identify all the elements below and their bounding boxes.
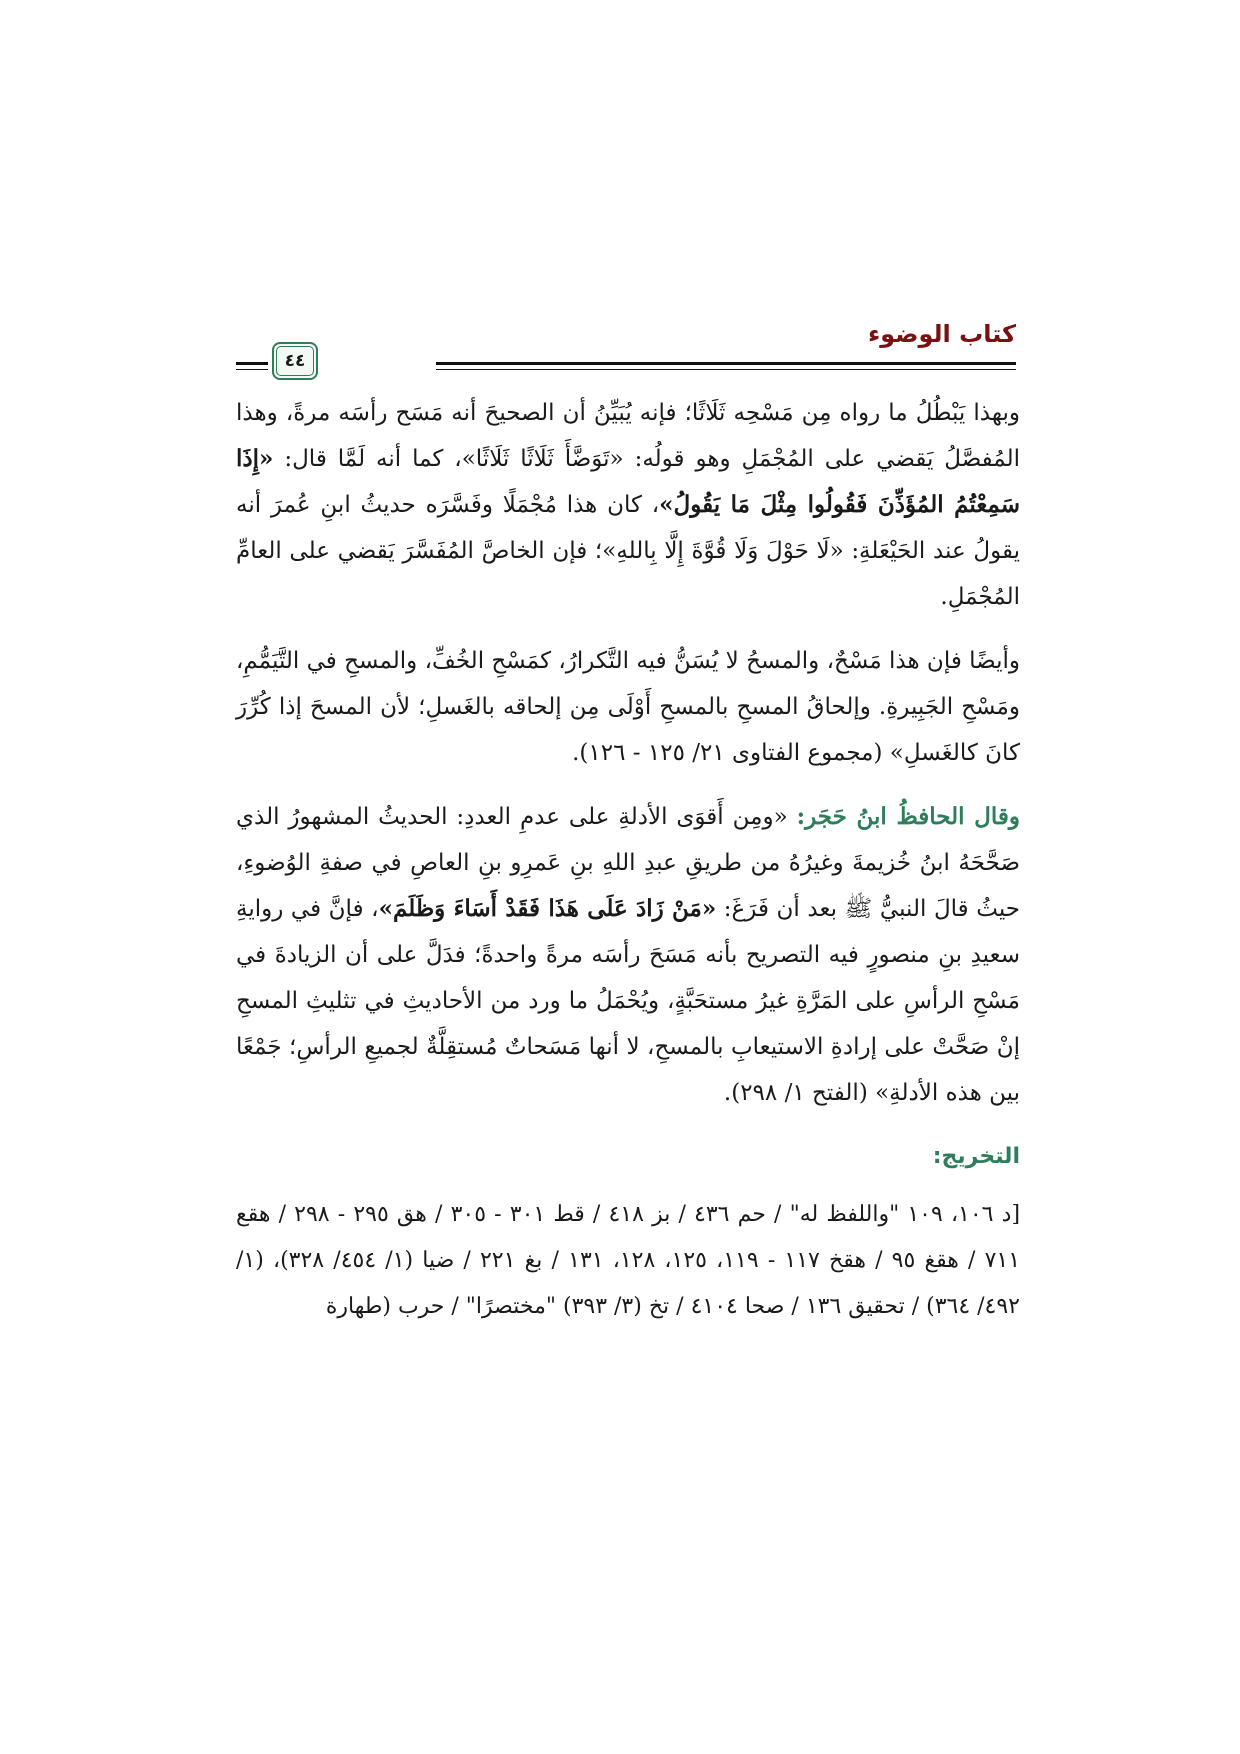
page-body xyxy=(236,390,1020,1348)
hadith-quote-2: «مَنْ زَادَ عَلَى هَذَا فَقَدْ أَسَاءَ وَظَلَمَ» xyxy=(378,895,717,922)
header-rule-thin xyxy=(436,369,1016,370)
header-rule-left xyxy=(236,362,268,365)
header-rule xyxy=(436,362,1016,365)
paragraph-1-text-b: ، كان هذا مُجْمَلًا وفَسَّرَه حديثُ ابنِ عُمرَ أنه يقولُ عند الحَيْعَلةِ: «لَا حَوْلَ وَلَا قُوَّةَ إِلَّا بِاللهِ»؛ فإن الخاصَّ المُفَسَّرَ يَقضي على العامِّ المُجْمَلِ. xyxy=(236,492,1020,610)
page-number-badge xyxy=(272,342,318,380)
page-number: ٤٤ xyxy=(276,346,314,376)
paragraph-3-text-b: ، فإنَّ في روايةِ سعيدِ بنِ منصورٍ فيه التصريح بأنه مَسَحَ رأسَه مرةً واحدةً؛ فدَلَّ على أن الزيادةَ في مَسْحِ الرأسِ على المَرَّةِ غيرُ مستحَبَّةٍ، ويُحْمَلُ ما ورد من الأحاديثِ في تثليثِ المسحِ إنْ صَحَّتْ على إرادةِ الاستيعابِ بالمسحِ، لا أنها مَسَحاتٌ مُستقِلَّةٌ لجميعِ الرأسِ؛ جَمْعًا بين هذه الأدلةِ» (الفتح ١/ ٢٩٨). xyxy=(236,896,1020,1106)
speaker-label: وقال الحافظُ ابنُ حَجَر: xyxy=(796,803,1020,830)
paragraph-2-text: وأيضًا فإن هذا مَسْحٌ، والمسحُ لا يُسَنُّ فيه التَّكرارُ، كمَسْحِ الخُفِّ، والمسحِ في التَّيَمُّمِ، ومَسْحِ الجَبِيرةِ. وإلحاقُ المسحِ بالمسحِ أَوْلَى مِن إلحاقه بالغَسلِ؛ لأن المسحَ إذا كُرِّرَ كانَ كالغَسلِ» (مجموع الفتاوى ٢١/ ١٢٥ - ١٢٦). xyxy=(236,648,1020,766)
takhrij-heading: التخريج: xyxy=(932,1144,1020,1169)
paragraph-3 xyxy=(236,794,1020,1116)
paragraph-1 xyxy=(236,390,1020,620)
hadith-quote: «إِذَا سَمِعْتُمُ المُؤَذِّنَ فَقُولُوا مِثْلَ مَا يَقُولُ» xyxy=(236,445,1020,518)
book-title: كتاب الوضوء xyxy=(867,320,1016,348)
paragraph-2 xyxy=(236,638,1020,776)
takhrij-text: [د ١٠٦، ١٠٩ "واللفظ له" / حم ٤٣٦ / بز ٤١٨ / قط ٣٠١ - ٣٠٥ / هق ٢٩٥ - ٢٩٨ / هقع ٧١١ / هقغ ٩٥ / هقخ ١١٧ - ١١٩، ١٢٥، ١٢٨، ١٣١ / بغ ٢٢١ / ضيا (١/ ٤٥٤/ ٣٢٨)، (١/ ٤٩٢/ ٣٦٤) / تحقيق ١٣٦ / صحا ٤١٠٤ / تخ (٣/ ٣٩٣) "مختصرًا" / حرب (طهارة xyxy=(236,1202,1021,1319)
header-rule-left-thin xyxy=(236,369,268,370)
paragraph-1-text-a: وبهذا يَبْطُلُ ما رواه مِن مَسْحِه ثَلَاثًا؛ فإنه يُبَيِّنُ أن الصحيحَ أنه مَسَح رأسَه مرةً، وهذا المُفصَّلُ يَقضي على المُجْمَلِ وهو قولُه: «تَوَضَّأَ ثَلَاثًا ثَلَاثًا»، كما أنه لَمَّا قال: xyxy=(236,400,1020,472)
paragraph-3-text-a: «ومِن أَقوَى الأدلةِ على عدمِ العددِ: الحديثُ المشهورُ الذي صَحَّحَهُ ابنُ خُزيمةَ وغيرُهُ من طريقِ عبدِ اللهِ بنِ عَمرِو بنِ العاصِ في صفةِ الوُضوءِ، حيثُ قالَ النبيُّ ﷺ بعد أن فَرَغَ: xyxy=(236,804,1020,922)
page-header xyxy=(236,318,1016,378)
